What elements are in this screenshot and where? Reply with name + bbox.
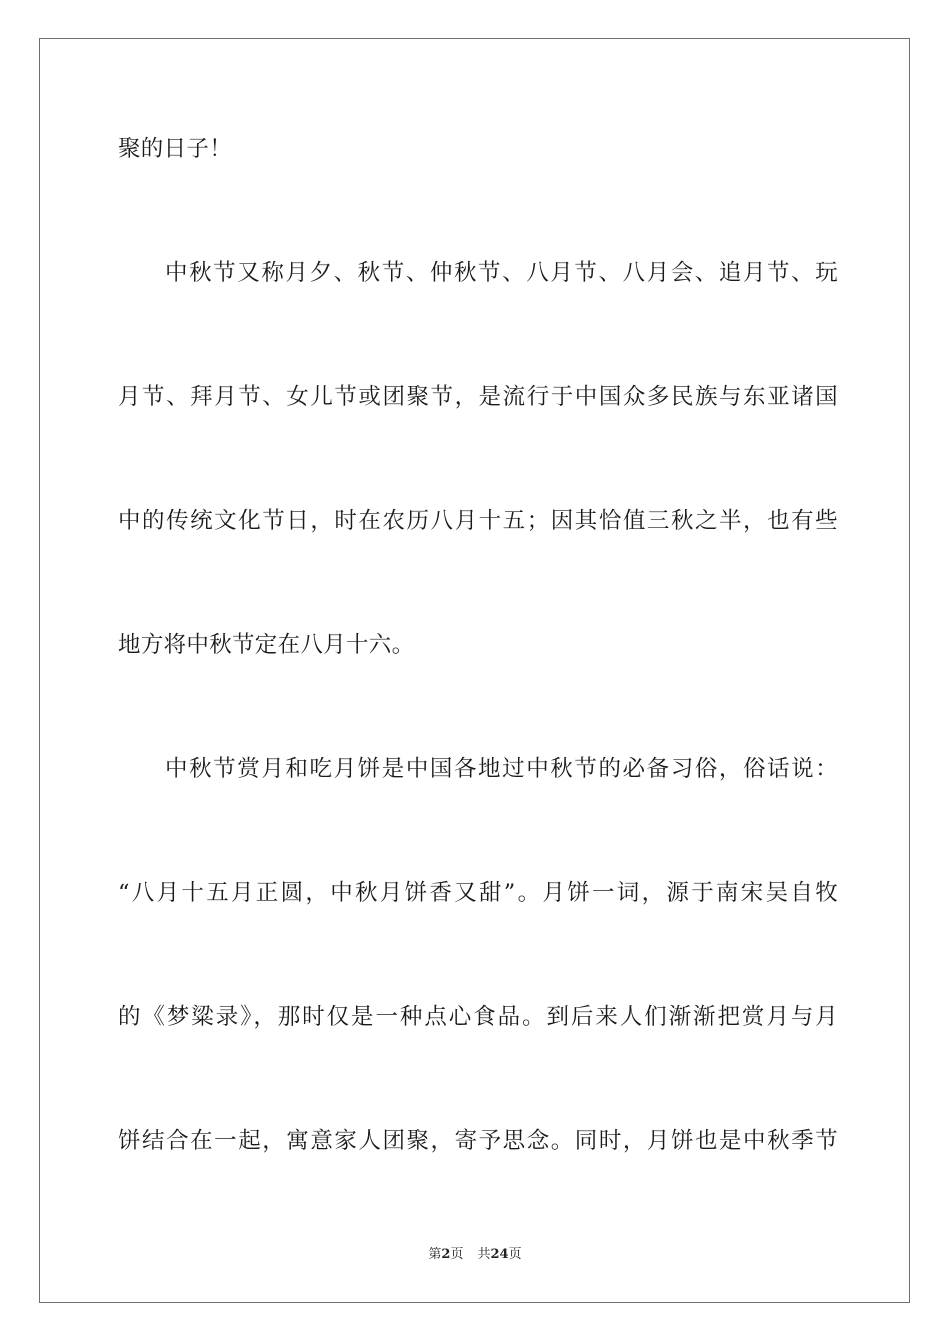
- text-line-6: 中秋节赏月和吃月饼是中国各地过中秋节的必备习俗，俗话说：: [165, 756, 838, 782]
- total-suffix: 页: [508, 1247, 522, 1262]
- page-border: [39, 38, 910, 1303]
- text-line-2: 中秋节又称月夕、秋节、仲秋节、八月节、八月会、追月节、玩: [165, 260, 838, 286]
- total-prefix: 共: [477, 1247, 491, 1262]
- text-line-4: 中的传统文化节日，时在农历八月十五；因其恰值三秋之半，也有些: [118, 508, 838, 534]
- page-footer: [0, 1246, 950, 1264]
- total-pages: 24: [490, 1247, 509, 1262]
- page-prefix: 第: [428, 1247, 442, 1262]
- text-line-7: “八月十五月正圆，中秋月饼香又甜”。月饼一词，源于南宋吴自牧: [118, 880, 838, 906]
- text-line-5: 地方将中秋节定在八月十六。: [118, 632, 415, 658]
- text-line-8: 的《梦粱录》，那时仅是一种点心食品。到后来人们渐渐把赏月与月: [118, 1004, 838, 1030]
- text-line-1: 聚的日子！: [118, 136, 233, 162]
- page-number: 2: [441, 1247, 451, 1262]
- text-line-9: 饼结合在一起，寓意家人团聚，寄予思念。同时，月饼也是中秋季节: [118, 1128, 838, 1154]
- text-line-3: 月节、拜月节、女儿节或团聚节，是流行于中国众多民族与东亚诸国: [118, 384, 838, 410]
- page-suffix: 页: [450, 1247, 464, 1262]
